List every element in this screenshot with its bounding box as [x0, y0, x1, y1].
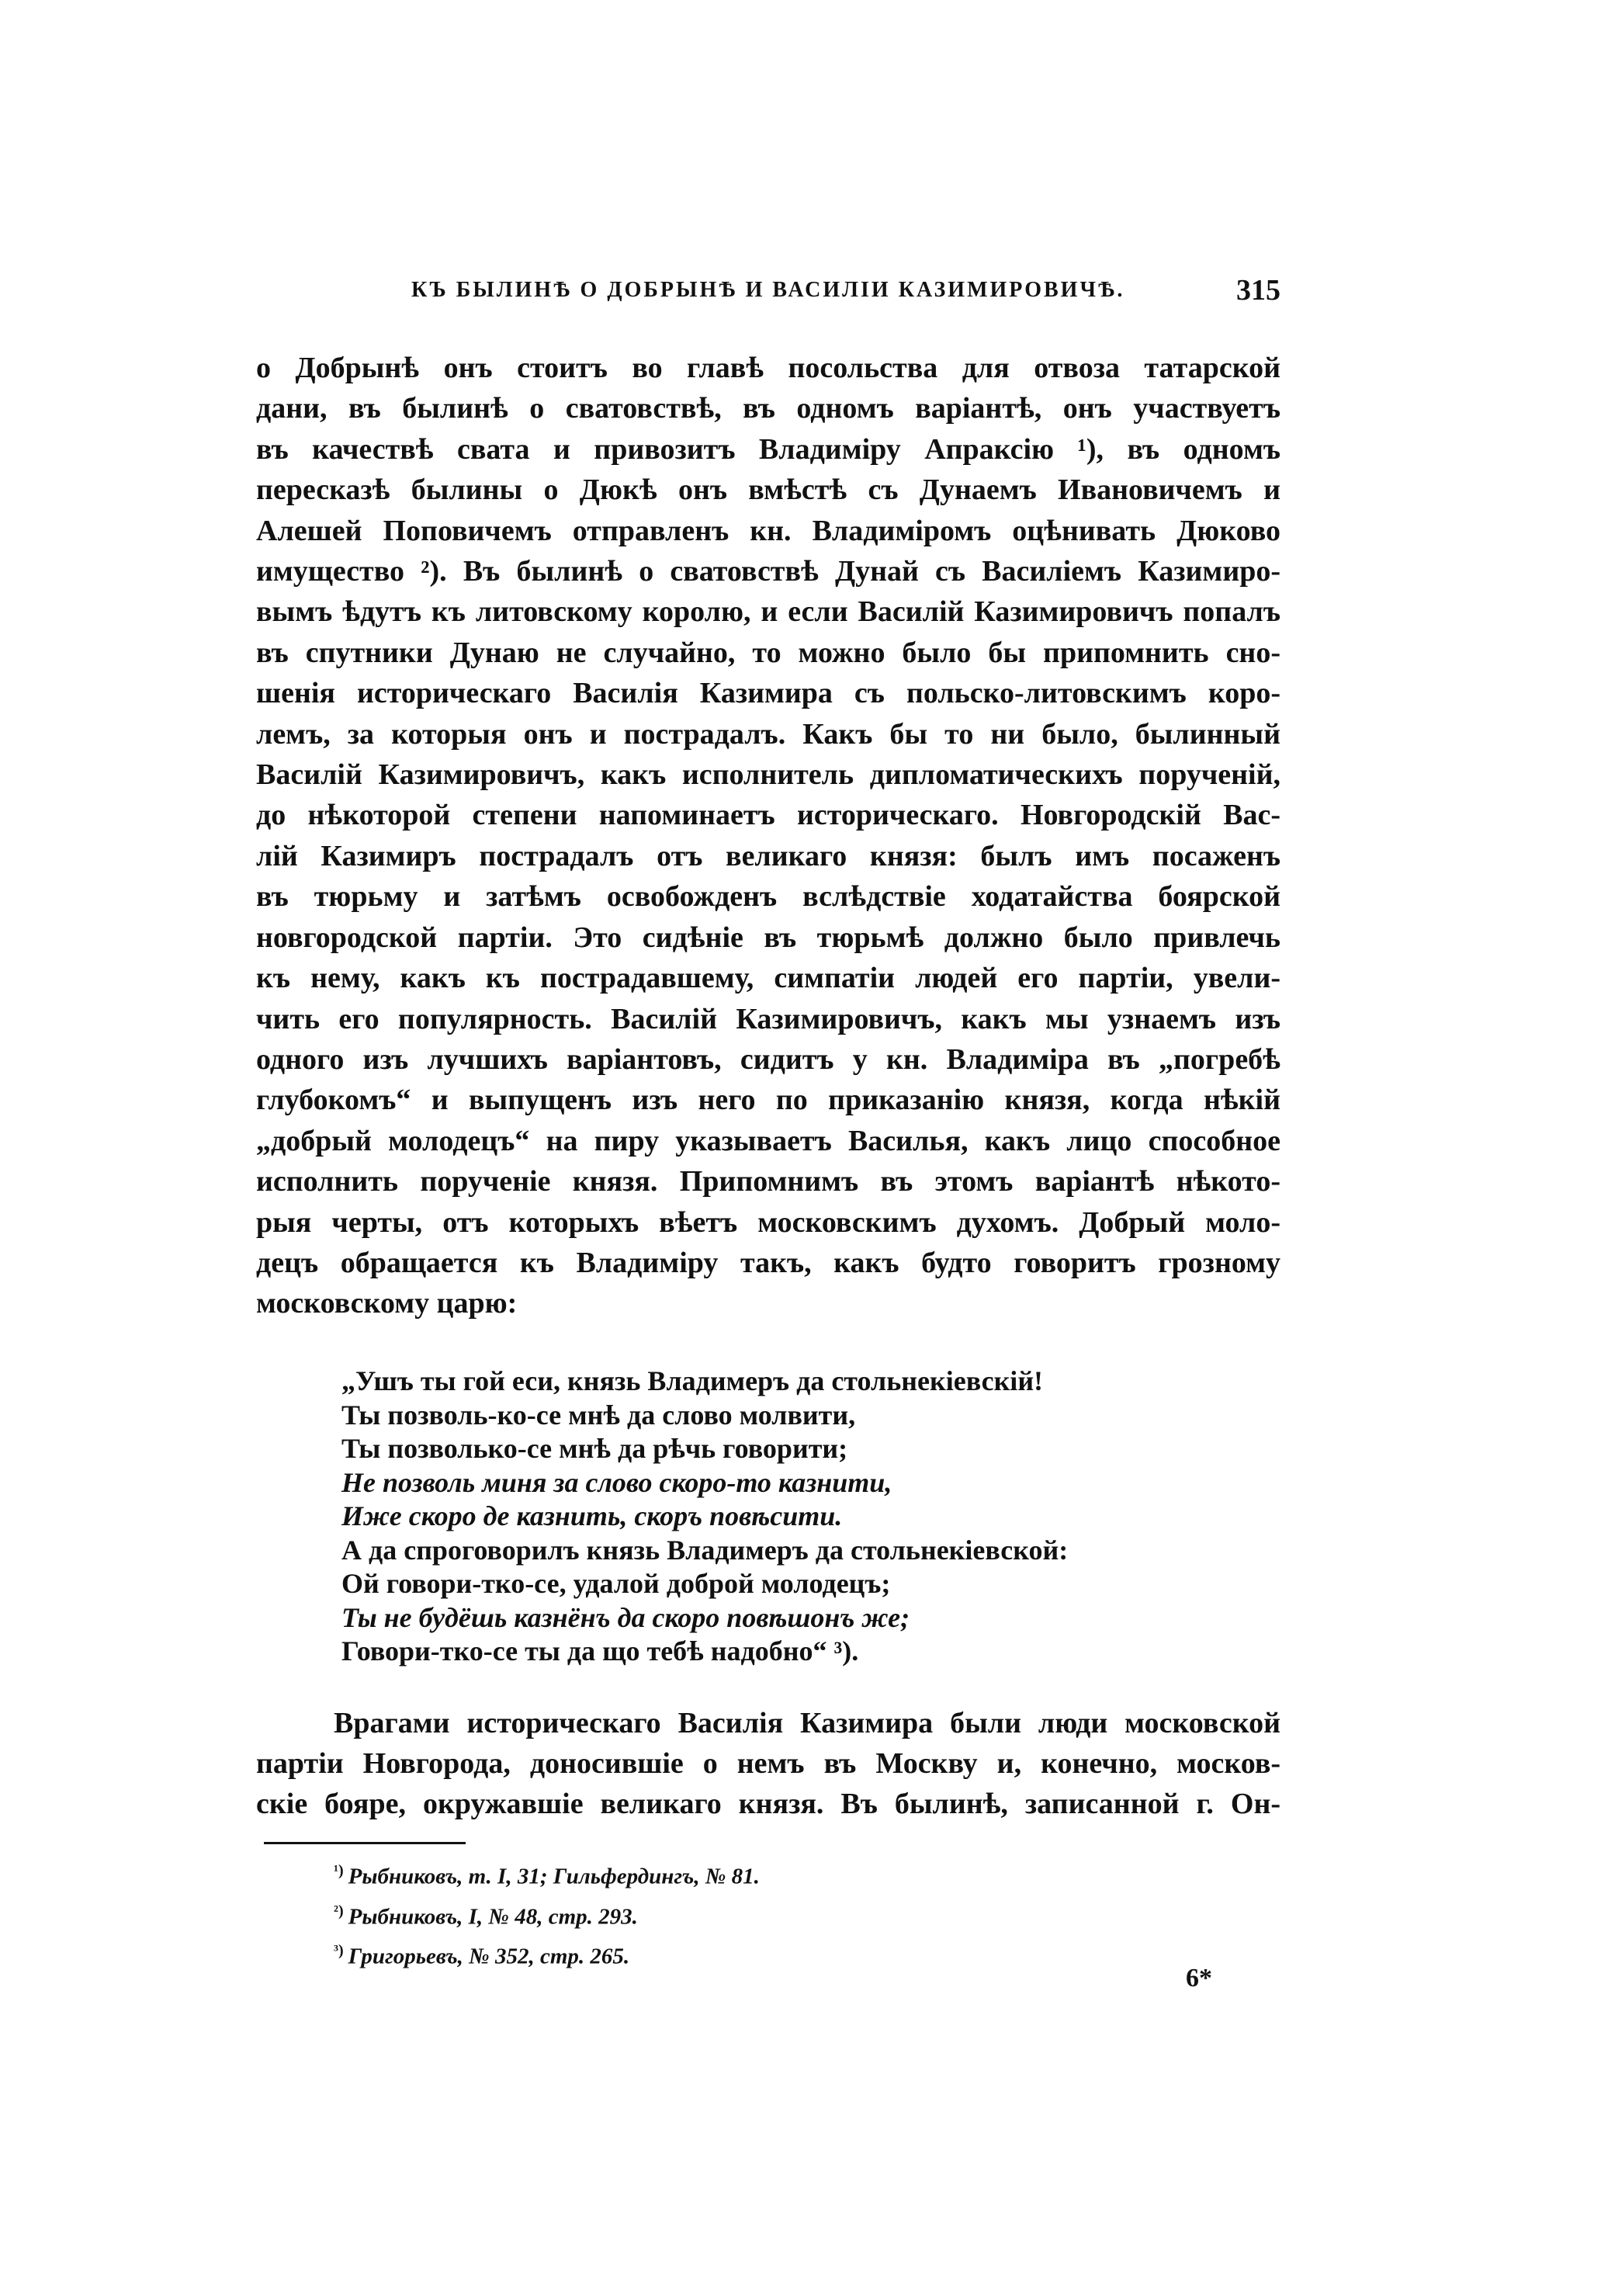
- text-line: „добрый молодецъ“ на пиру указываетъ Василья, какъ лицо способное: [256, 1124, 1280, 1157]
- footnote-mark: ³): [334, 1942, 344, 1960]
- text-line: въ спутники Дунаю не случайно, то можно было бы припомнить сно-: [256, 636, 1280, 669]
- footnote-text: Григорьевъ, № 352, стр. 265.: [348, 1944, 630, 1969]
- body-paragraph: [256, 348, 1280, 1324]
- text-line: въ тюрьму и затѣмъ освобожденъ вслѣдствіе ходатайства боярской: [256, 880, 1280, 914]
- verse-line: Ой говори-тко-се, удалой доброй молодецъ;: [341, 1568, 891, 1599]
- text-line: московскому царю:: [256, 1287, 518, 1320]
- footnote-mark: ¹): [334, 1862, 344, 1879]
- verse-line: Ты не будёшь казнёнъ да скоро повѣшонъ же;: [341, 1601, 910, 1633]
- page-number: 315: [1236, 274, 1280, 307]
- text-line: имущество ²). Въ былинѣ о сватовствѣ Дунай съ Василіемъ Казимиро-: [256, 555, 1280, 588]
- verse-line: Говори-тко-се ты да що тебѣ надобно“ ³).: [341, 1635, 859, 1667]
- footnote: [334, 1934, 1032, 1974]
- verse-line: А да спроговорилъ князь Владимеръ да стольнекіевской:: [341, 1534, 1069, 1566]
- text-line: къ нему, какъ къ пострадавшему, симпатіи людей его партіи, увели-: [256, 962, 1280, 995]
- text-line: пересказѣ былины о Дюкѣ онъ вмѣстѣ съ Дунаемъ Ивановичемъ и: [256, 473, 1280, 507]
- text-line: лемъ, за которыя онъ и пострадалъ. Какъ бы то ни было, былинный: [256, 717, 1280, 751]
- footnote-text: Рыбниковъ, т. I, 31; Гильфердингъ, № 81.: [348, 1864, 760, 1889]
- footnote: [334, 1854, 1032, 1894]
- verse-line: „Ушъ ты гой еси, князь Владимеръ да стольнекіевскій!: [341, 1365, 1044, 1396]
- footnote-rule: [264, 1842, 466, 1844]
- verse-line: Не позволь миня за слово скоро-то казнити,: [341, 1466, 892, 1498]
- text-line: глубокомъ“ и выпущенъ изъ него по приказанію князя, когда нѣкій: [256, 1084, 1280, 1117]
- text-line: до нѣкоторой степени напоминаетъ историческаго. Новгородскій Вас-: [256, 799, 1280, 832]
- text-line: скіе бояре, окружавшіе великаго князя. Въ былинѣ, записанной г. Он-: [256, 1788, 1280, 1820]
- text-line: одного изъ лучшихъ варіантовъ, сидитъ у кн. Владиміра въ „погребѣ: [256, 1042, 1280, 1076]
- text-line: шенія историческаго Василія Казимира съ польско-литовскимъ коро-: [256, 677, 1280, 710]
- footnote: [334, 1894, 1032, 1934]
- running-title: КЪ БЫЛИНѢ О ДОБРЫНѢ И ВАСИЛІИ КАЗИМИРОВИЧѢ.: [411, 278, 1125, 302]
- verse-line: Иже скоро де казнить, скоръ повѣсити.: [341, 1500, 843, 1531]
- text-line: чить его популярность. Василій Казимировичъ, какъ мы узнаемъ изъ: [256, 1002, 1280, 1035]
- text-line: Врагами историческаго Василія Казимира были люди московской: [334, 1707, 1280, 1739]
- text-line: лій Казимиръ пострадалъ отъ великаго князя: былъ имъ посаженъ: [256, 839, 1280, 872]
- text-line: дани, въ былинѣ о сватовствѣ, въ одномъ варіантѣ, онъ участвуетъ: [256, 392, 1280, 425]
- text-line: о Добрынѣ онъ стоитъ во главѣ посольства для отвоза татарской: [256, 352, 1280, 384]
- text-line: вымъ ѣдутъ къ литовскому королю, и если Василій Казимировичъ попалъ: [256, 595, 1280, 629]
- footnote-text: Рыбниковъ, I, № 48, стр. 293.: [348, 1904, 638, 1930]
- text-line: децъ обращается къ Владиміру такъ, какъ будто говоритъ грозному: [256, 1246, 1280, 1279]
- signature-mark: 6*: [1186, 1964, 1212, 1993]
- footnotes: [334, 1854, 1032, 1974]
- verse-line: Ты позволь-ко-се мнѣ да слово молвити,: [341, 1399, 856, 1431]
- text-line: партіи Новгорода, доносившіе о немъ въ Москву и, конечно, москов-: [256, 1747, 1280, 1780]
- text-line: исполнить порученіе князя. Припомнимъ въ этомъ варіантѣ нѣкото-: [256, 1165, 1280, 1198]
- verse-line: Ты позволько-се мнѣ да рѣчь говорити;: [341, 1433, 848, 1464]
- text-line: рыя черты, отъ которыхъ вѣетъ московскимъ духомъ. Добрый моло-: [256, 1205, 1280, 1239]
- text-line: Алешей Поповичемъ отправленъ кн. Владиміромъ оцѣнивать Дюково: [256, 514, 1280, 547]
- text-line: Василій Казимировичъ, какъ исполнитель дипломатическихъ порученій,: [256, 758, 1280, 792]
- footnote-mark: ²): [334, 1902, 344, 1920]
- verse-quotation: [341, 1365, 1195, 1669]
- body-paragraph-2: [256, 1703, 1280, 1824]
- text-line: въ качествѣ свата и привозитъ Владиміру Апраксію ¹), въ одномъ: [256, 432, 1280, 466]
- running-head: [256, 273, 1280, 312]
- text-line: новгородской партіи. Это сидѣніе въ тюрьмѣ должно было привлечь: [256, 921, 1280, 954]
